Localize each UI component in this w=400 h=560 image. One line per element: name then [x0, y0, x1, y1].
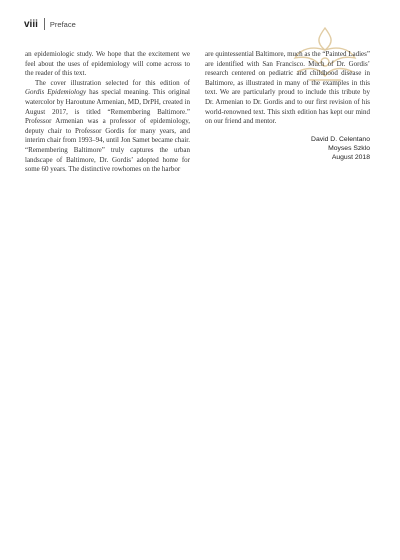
paragraph: are quintessential Baltimore, much as the “Painted Ladies” are identified with San Francisco. Much of Dr. Gordis’ research centered on pediatric and childhood disease in Baltimore, as illustrated in many of the examples in this text. We are particularly proud to include this tribute by Dr. Armenian to Dr. Gordis and to our first revision of his world-renowned text. This sixth edition has kept our mind on our friend and mentor. [205, 50, 370, 126]
page-header [24, 18, 76, 30]
right-text-column [205, 50, 370, 162]
left-text-column [25, 50, 190, 175]
running-title: Preface [49, 19, 76, 29]
paragraph: an epidemiologic study. We hope that the excitement we feel about the uses of epidemiology will come across to the reader of this text. [25, 50, 190, 78]
signature-date: August 2018 [331, 153, 370, 161]
book-title: Gordis Epidemiology [25, 88, 87, 97]
author-name: Moyses Szklo [328, 144, 370, 152]
page-number: viii [24, 18, 38, 30]
paragraph-lead: The cover illustration selected for this edition of [35, 78, 190, 87]
signature-block [205, 135, 370, 162]
author-name: David D. Celentano [311, 135, 370, 143]
header-divider [44, 18, 45, 30]
paragraph-rest: has special meaning. This original watercolor by Haroutune Armenian, MD, DrPH, created in August 2017, is titled “Remembering Baltimore.” Professor Armenian was a professor of epidemiology, deputy chair to Professor Gordis for many years, and interim chair from 1993–94, until Jon Samet became chair. “Remembering Baltimore” truly captures the urban landscape of Baltimore, Dr. Gordis’ adopted home for some 60 years. The distinctive rowhomes on the harbor [25, 88, 190, 174]
paragraph [25, 79, 190, 175]
